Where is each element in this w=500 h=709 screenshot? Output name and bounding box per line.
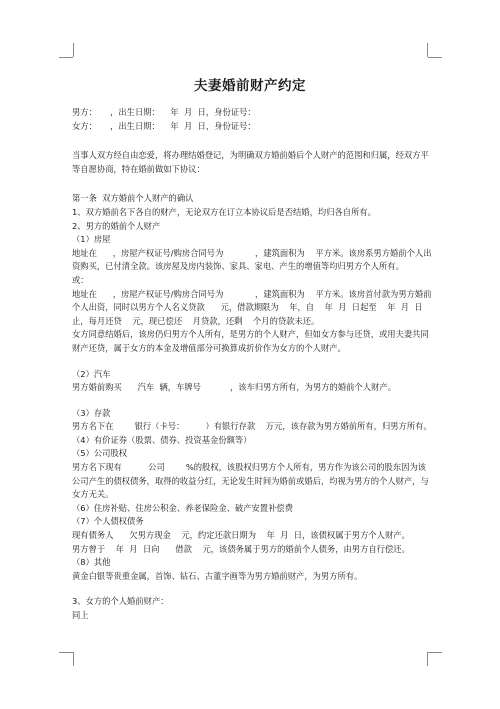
other-heading: （8）其他: [72, 557, 111, 568]
house-paragraph-1: 地址在 ，房屋产权证号/购房合同号为 ，建筑面积为 平方米。该房系男方婚前个人出资购买，已付清全款。该房屋及房内装饰、家具、家电、产生的增值等均归男方个人所有。: [72, 247, 432, 272]
crop-mark-top-right-v: [427, 43, 428, 57]
crop-mark-top-left-h: [59, 57, 73, 58]
deposit-heading: （3）存款: [72, 407, 111, 418]
article1-clause1: 1、双方婚前名下各自的财产，无论双方在订立本协议后是否结婚，均归各自所有。: [72, 206, 376, 217]
subsidy-heading: （6）住房补贴、住房公积金、养老保险金、破产安置补偿费: [72, 502, 293, 513]
crop-mark-top-right-h: [428, 57, 442, 58]
intro-paragraph: 当事人双方经自由恋爱，将办理结婚登记，为明确双方婚前婚后个人财产的范围和归属，经双方平等自愿协商，特在婚前做如下协议：: [72, 150, 429, 174]
equity-heading: （5）公司股权: [72, 448, 128, 459]
crop-mark-top-left-v: [73, 43, 74, 57]
article1-clause3: 3、女方的个人婚前财产：: [72, 596, 169, 607]
document-body: [72, 106, 432, 623]
car-heading: （2）汽车: [72, 368, 111, 379]
house-heading: （1）房屋: [72, 234, 111, 245]
party-male-line: 男方： ，出生日期： 年 月 日，身份证号：: [72, 107, 256, 117]
article1-heading: 第一条 双方婚前个人财产的确认: [72, 193, 194, 204]
car-paragraph: 男方婚前购买 汽车 辆，车牌号 ，该车归男方所有，为男方的婚前个人财产。: [72, 382, 396, 393]
party-female-line: 女方： ，出生日期： 年 月 日，身份证号：: [72, 120, 256, 131]
house-paragraph-2: 地址在 ，房屋产权证号/购房合同号为 ，建筑面积为 平方米。该房首付款为男方婚前个人出资，同时以男方个人名义贷款 元，借款期限为 年，自 年 月 日起至 年 月 日止，每月还贷 元，现已偿还 月贷款，还剩 个月的贷款未还。: [72, 288, 432, 326]
securities-heading: （4）有价证券（股票、债券、投资基金份额等）: [72, 434, 252, 445]
equity-paragraph: 男方名下现有 公司 %的股权，该股权归男方个人所有，男方作为该公司的股东因为该公司产生的债权债务，取得的收益分红，无论发生时间为婚前或婚后，均视为男方的个人财产，与女方无关。: [72, 462, 429, 500]
other-paragraph: 黄金白银等贵重金属，首饰、钻石、古董字画等为男方婚前财产，为男方所有。: [72, 570, 363, 581]
same-as-above: 同上: [72, 610, 89, 620]
crop-mark-bottom-left-v: [73, 652, 74, 666]
crop-mark-bottom-left-h: [59, 652, 73, 653]
debts-paragraph-1: 现有债务人 欠男方现金 元，约定还款日期为 年 月 日，该债权属于男方个人财产。: [72, 530, 410, 541]
crop-mark-bottom-right-v: [427, 652, 428, 666]
house-paragraph-3: 女方同意结婚后，该房仍归男方个人所有，是男方的个人财产，但如女方参与还贷，或用夫妻共同财产还贷，属于女方的本金及增值部分可换算成折价作为女方的个人财产。: [72, 329, 429, 353]
deposit-paragraph: 男方名下在 银行（卡号： ）有银行存款 万元，该存款为男方婚前所有，归男方所有。: [72, 421, 432, 432]
crop-mark-bottom-right-h: [428, 652, 442, 653]
debts-paragraph-2: 男方曾于 年 月 日向 借款 元，该债务属于男方的婚前个人债务，由男方自行偿还。: [72, 543, 410, 554]
house-or: 或：: [72, 274, 89, 285]
article1-clause2: 2、男方的婚前个人财产: [72, 220, 161, 231]
document-title: 夫妻婚前财产约定: [194, 78, 306, 94]
debts-heading: （7）个人债权债务: [72, 516, 144, 527]
